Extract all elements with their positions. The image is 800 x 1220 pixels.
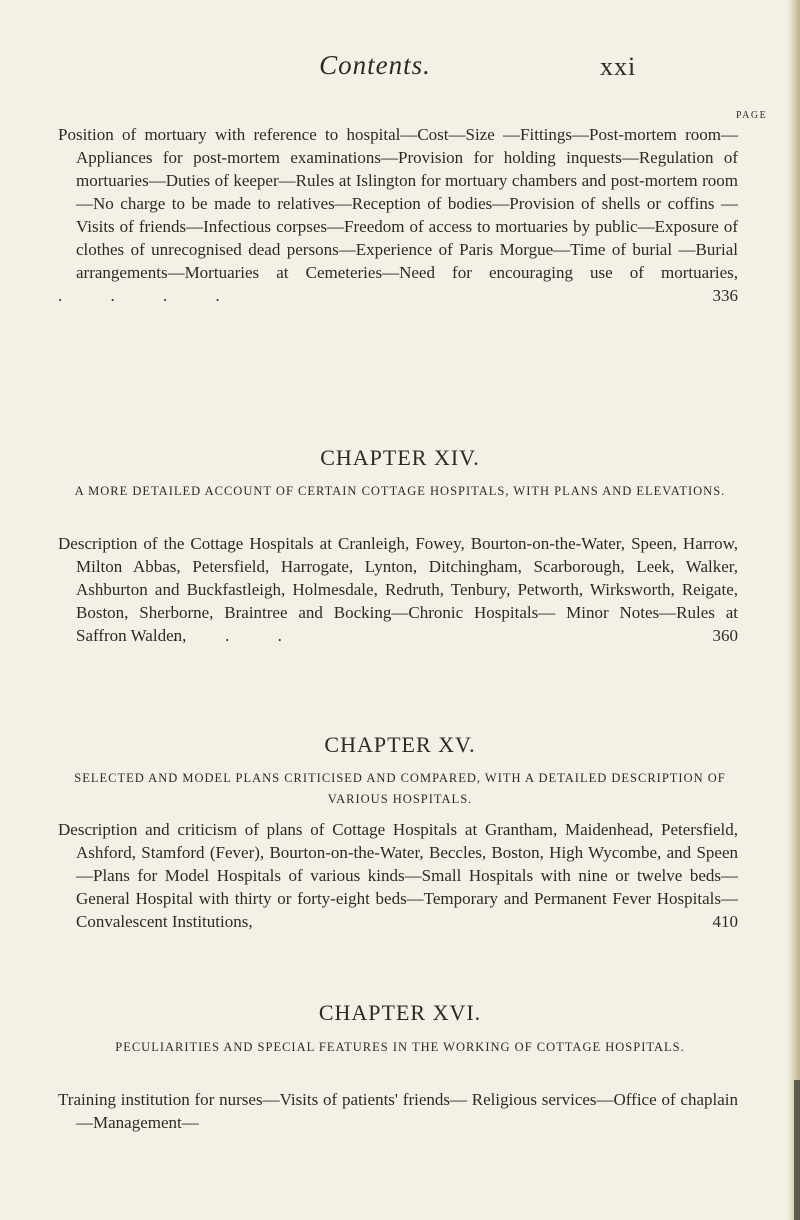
running-head: Contents. — [319, 50, 431, 80]
page-number: xxi — [600, 52, 637, 81]
entry-text: Description and criticism of plans of Cottage Hospitals at Grantham, Maidenhead, Petersfield, Ashford, Stamford (Fever), Bourton-on-the-Water, Beccles, Boston, High Wycombe, and Speen—Plans for Model Hospitals of various kinds—Small Hospitals with nine or twelve beds— General Hospital with thirty or forty-eight beds—Temporary and Permanent Fever Hospitals—Convalescent Institutions, — [58, 820, 738, 931]
chapter-14-entry: Description of the Cottage Hospitals at Cranleigh, Fowey, Bourton-on-the-Water, Speen, Harrow, Milton Abbas, Petersfield, Harrogate, Lynton, Ditchingham, Scarborough, Leek, Walker, Ashburton and Buckfastleigh, Holmesdale, Redruth, Tenbury, Petworth, Wirksworth, Reigate, Boston, Sherborne, Braintree and Bocking—Chronic Hospitals— Minor Notes—Rules at Saffron Walden, . . . 360 — [58, 534, 738, 645]
chapter-15-entry — [58, 818, 738, 933]
page-edge-shadow — [794, 1080, 800, 1220]
chapter-14-subtitle: A MORE DETAILED ACCOUNT OF CERTAIN COTTAGE HOSPITALS, WITH PLANS AND ELEVATIONS. — [74, 484, 726, 498]
chapter-15-subtitle: SELECTED AND MODEL PLANS CRITICISED AND COMPARED, WITH A DETAILED DESCRIPTION OF VARIOUS HOSPITALS. — [74, 771, 726, 806]
entry-page: 336 — [712, 286, 738, 305]
mortuary-contents-entry: Position of mortuary with reference to hospital—Cost—Size —Fittings—Post-mortem room—Appliances for post-mortem examinations—Provision for holding inquests—Regulation of mortuaries—Duties of keeper—Rules at Islington for mortuary chambers and post-mortem room—No charge to be made to relatives—Reception of bodies—Provision of shells or coffins —Visits of friends—Infectious corpses—Freedom of access to mortuaries by public—Exposure of clothes of unrecognised dead persons—Experience of Paris Morgue—Time of burial —Burial arrangements—Mortuaries at Cemeteries—Need for encouraging use of mortuaries, . . . . 336 — [58, 125, 738, 305]
page-column-label: PAGE — [736, 110, 768, 121]
chapter-16-subtitle: PECULIARITIES AND SPECIAL FEATURES IN THE WORKING OF COTTAGE HOSPITALS. — [115, 1040, 685, 1054]
entry-text: Description of the Cottage Hospitals at Cranleigh, Fowey, Bourton-on-the-Water, Speen, Harrow, Milton Abbas, Petersfield, Harrogate, Lynton, Ditchingham, Scarborough, Leek, Walker, Ashburton and Buckfastleigh, Holmesdale, Redruth, Tenbury, Petworth, Wirksworth, Reigate, Boston, Sherborne, Braintree and Bocking—Chronic Hospitals— Minor Notes—Rules at Saffron Walden, — [58, 534, 738, 645]
page-edge — [786, 0, 800, 1220]
chapter-16-entry — [58, 1088, 738, 1134]
entry-page: 410 — [712, 912, 738, 931]
chapter-15-title: CHAPTER XV. — [324, 732, 476, 757]
entry-text: Training institution for nurses—Visits of patients' friends— Religious services—Office of chaplain—Management— — [58, 1090, 738, 1132]
chapter-14-title: CHAPTER XIV. — [320, 445, 480, 470]
entry-text: Position of mortuary with reference to hospital—Cost—Size —Fittings—Post-mortem room—Appliances for post-mortem examinations—Provision for holding inquests—Regulation of mortuaries—Duties of keeper—Rules at Islington for mortuary chambers and post-mortem room—No charge to be made to relatives—Reception of bodies—Provision of shells or coffins —Visits of friends—Infectious corpses—Freedom of access to mortuaries by public—Exposure of clothes of unrecognised dead persons—Experience of Paris Morgue—Time of burial —Burial arrangements—Mortuaries at Cemeteries—Need for encouraging use of mortuaries, — [58, 125, 738, 282]
chapter-16-title: CHAPTER XVI. — [318, 1000, 482, 1025]
entry-page: 360 — [712, 626, 738, 645]
